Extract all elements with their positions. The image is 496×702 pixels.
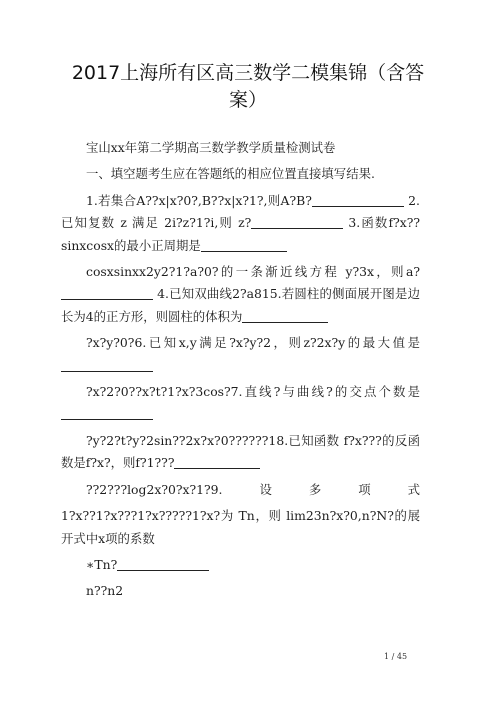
question-6-text: ?x?y?0?6.已知x,y满足?x?y?2，则z?2x?y的最大值是	[86, 335, 420, 351]
paragraph	[61, 163, 420, 185]
question-2-text: 2.已知复数 z 满足 2i?z?1?i,则 z?	[61, 192, 420, 231]
spaced-word: 项	[358, 481, 371, 497]
paragraph	[61, 137, 420, 159]
paragraph	[61, 332, 420, 377]
answer-blank	[201, 238, 287, 252]
paragraph	[61, 430, 420, 475]
spaced-word: 式	[407, 481, 420, 497]
paragraph	[61, 554, 420, 576]
paragraph-text: n??n2	[86, 583, 124, 599]
page-number: 1 / 45	[384, 652, 408, 661]
paragraph	[61, 190, 420, 257]
paragraph	[61, 261, 420, 328]
spaced-word: ??2???log2x?0?x?1?9.	[86, 481, 223, 497]
spaced-word: 多	[308, 481, 322, 497]
answer-blank	[174, 455, 260, 469]
paragraph	[61, 505, 420, 550]
answer-blank	[251, 215, 343, 229]
answer-blank	[61, 286, 153, 300]
question-7-text: ?x?2?0??x?t?1?x?3cos?7.直线?与曲线?的交点个数是	[86, 384, 420, 400]
question-1-text: 1.若集合A??x|x?0?,B??x|x?1?,则A?B?	[86, 192, 312, 208]
answer-blank	[242, 309, 328, 323]
question-8-text: ?y?2?t?y?2sin??2x?x?0??????18.已知函数 f?x???的反函数是f?x?，则f?1???	[61, 432, 420, 471]
paragraph-spaced	[61, 479, 420, 501]
paragraph	[61, 381, 420, 426]
document-body	[61, 137, 420, 607]
answer-blank	[61, 358, 153, 372]
paragraph-text: 1?x??1?x???1?x?????1?x?为 Tn，则 lim23n?x?0,n?N?的展开式中x项的系数	[61, 508, 420, 546]
paragraph-text: 宝山xx年第二学期高三数学教学质量检测试卷	[86, 140, 336, 155]
question-text: 4.已知双曲线2?a815.若圆柱的侧面展开图是边长为4的正方形，则圆柱的体积为	[61, 286, 420, 324]
question-text: cosxsinxx2y2?1?a?0?的一条渐近线方程 y?3x，则a?	[86, 264, 420, 280]
paragraph	[61, 580, 420, 602]
paragraph-text: 一、填空题考生应在答题纸的相应位置直接填写结果.	[86, 166, 375, 182]
document-title: 2017上海所有区高三数学二模集锦（含答案）	[71, 62, 425, 111]
question-3-text: 3.函数f?x??sinxcosx的最小正周期是	[61, 215, 420, 253]
spaced-word: 设	[259, 481, 272, 497]
answer-blank	[61, 406, 153, 420]
answer-blank	[312, 193, 404, 207]
paragraph-text: ∗Tn?	[86, 556, 118, 572]
answer-blank	[117, 557, 209, 571]
